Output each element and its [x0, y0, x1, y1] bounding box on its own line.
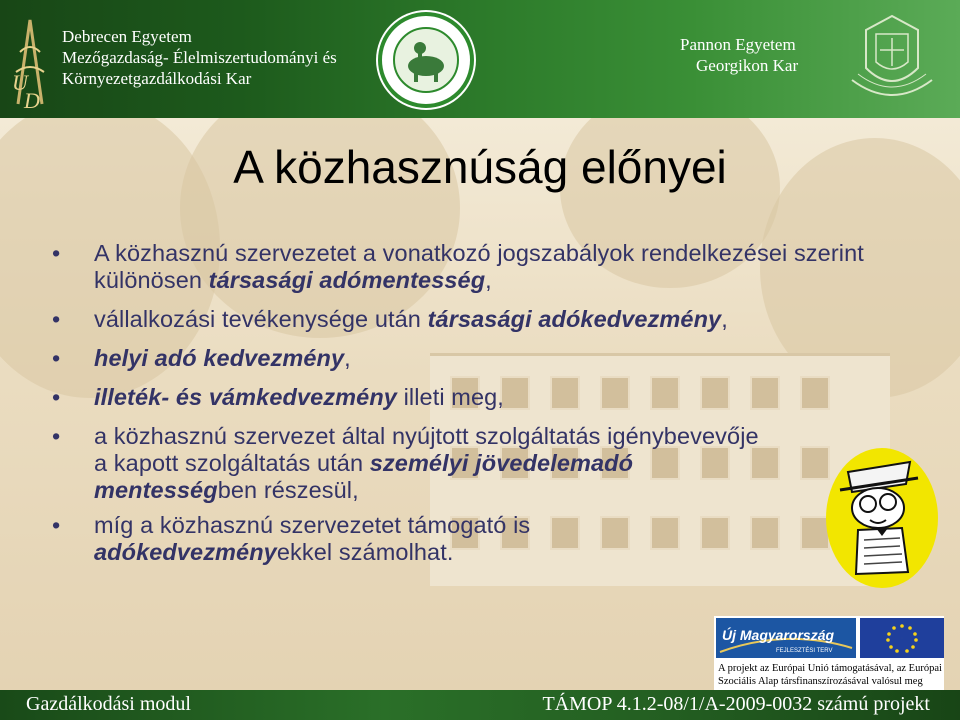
footer-module-name: Gazdálkodási modul: [26, 693, 191, 715]
funding-logos: [716, 618, 944, 658]
svg-text:U: U: [12, 70, 28, 95]
institution-line: Pannon Egyetem: [680, 35, 796, 54]
detective-cartoon-clipart: [818, 432, 940, 592]
bullet-text: ,: [721, 306, 728, 332]
bullet-text: míg a közhasznú szervezetet támogató is: [94, 512, 531, 538]
emphasis-term: személyi jövedelemadó mentesség: [94, 450, 634, 503]
eu-text-line: Szociális Alap társfinanszírozásával valósul meg: [718, 676, 923, 687]
emphasis-term: helyi adó kedvezmény: [94, 345, 345, 371]
list-item: [52, 345, 882, 372]
list-item: [52, 306, 882, 333]
emphasis-term: adókedvezmény: [94, 539, 277, 565]
list-item: [52, 423, 774, 504]
pannon-institution-name: [680, 34, 798, 76]
institution-line: Georgikon Kar: [696, 56, 799, 75]
bullet-text: ekkel számolhat.: [276, 539, 454, 565]
debrecen-university-logo: [8, 12, 52, 112]
list-item: [52, 384, 882, 411]
bullet-text: illeti meg,: [396, 384, 504, 410]
institution-line: Debrecen Egyetem: [62, 27, 192, 46]
bullet-text: a közhasznú szervezet által nyújtott szolgáltatás igénybevevője a kapott szolgáltatás után: [94, 423, 759, 476]
uj-magyarorszag-logo-subtext: FEJLESZTÉSI TERV: [776, 648, 833, 654]
list-item: [52, 512, 694, 566]
emphasis-term: illeték- és vámkedvezmény: [94, 384, 397, 410]
uj-magyarorszag-logo-text: Új Magyarország: [722, 627, 835, 643]
bullet-text: ,: [485, 267, 492, 293]
eu-funding-text: [718, 662, 942, 688]
faculty-seal-logo: [374, 8, 478, 112]
bullet-text: A közhasznú szervezetet a vonatkozó jogszabályok rendelkezései szerint különösen: [94, 240, 864, 293]
eu-funding-banner: [714, 616, 944, 690]
institution-line: Mezőgazdaság- Élelmiszertudományi és: [62, 48, 337, 67]
bullet-text: ,: [344, 345, 351, 371]
eu-text-line: A projekt az Európai Unió támogatásával, az Európai: [718, 663, 942, 674]
slide-title: A közhasznúság előnyei: [233, 141, 727, 193]
footer-bar: [0, 690, 960, 720]
header-banner: [0, 0, 960, 118]
institution-line: Környezetgazdálkodási Kar: [62, 69, 252, 88]
svg-text:D: D: [24, 88, 40, 112]
list-item: [52, 240, 882, 294]
advantages-list: [52, 240, 882, 578]
emphasis-term: társasági adómentesség: [208, 267, 486, 293]
debrecen-institution-name: [62, 26, 337, 89]
bullet-text: ben részesül,: [217, 477, 359, 503]
emphasis-term: társasági adókedvezmény: [427, 306, 722, 332]
bullet-text: vállalkozási tevékenysége után: [94, 306, 428, 332]
pannon-university-crest: [846, 10, 938, 110]
footer-project-id: TÁMOP 4.1.2-08/1/A-2009-0032 számú projekt: [542, 693, 930, 715]
